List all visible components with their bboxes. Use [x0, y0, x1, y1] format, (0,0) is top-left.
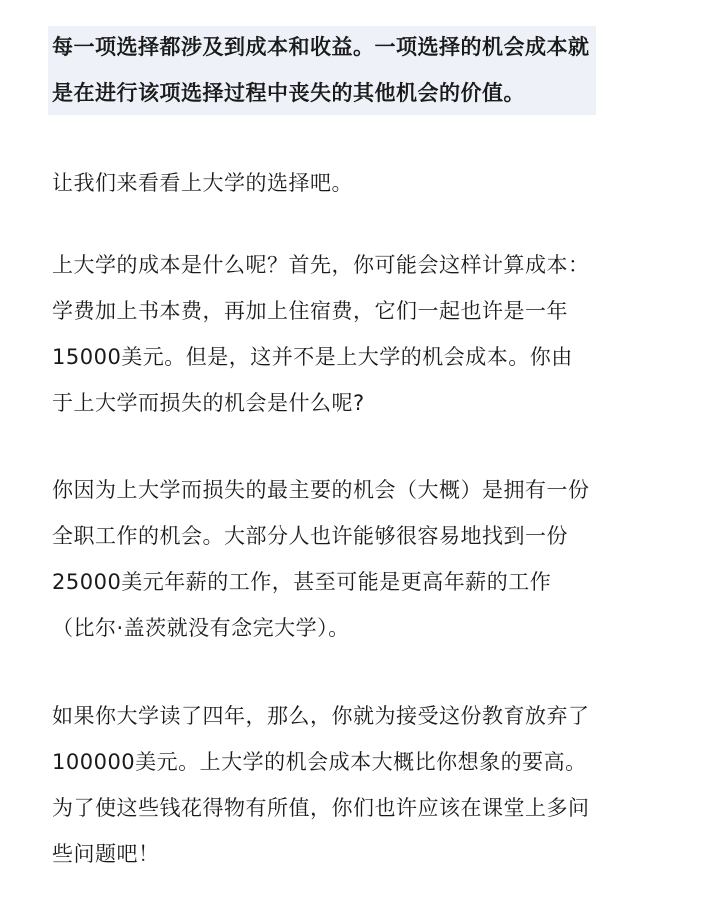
paragraph-3 — [52, 467, 692, 651]
p2-line-2: 学费加上书本费，再加上住宿费，它们一起也许是一年 — [52, 299, 568, 323]
p3-line-2: 全职工作的机会。大部分人也许能够很容易地找到一份 — [52, 524, 568, 548]
p3-line-4: （比尔·盖茨就没有念完大学）。 — [52, 616, 350, 640]
p3-line-1: 你因为上大学而损失的最主要的机会（大概）是拥有一份 — [52, 478, 590, 502]
intro-paragraph — [52, 24, 692, 116]
paragraph-2 — [52, 242, 692, 426]
p1-line-1: 让我们来看看上大学的选择吧。 — [52, 171, 353, 195]
paragraph-4 — [52, 693, 692, 877]
p2-line-4: 于上大学而损失的机会是什么呢? — [52, 391, 365, 415]
p2-line-3: 15000美元。但是，这并不是上大学的机会成本。你由 — [52, 345, 573, 369]
p3-line-3: 25000美元年薪的工作，甚至可能是更高年薪的工作 — [52, 570, 552, 594]
p4-line-3: 为了使这些钱花得物有所值，你们也许应该在课堂上多问 — [52, 796, 590, 820]
p4-line-1: 如果你大学读了四年，那么，你就为接受这份教育放弃了 — [52, 704, 590, 728]
intro-line-1: 每一项选择都涉及到成本和收益。一项选择的机会成本就 — [52, 35, 590, 59]
p2-line-1: 上大学的成本是什么呢？首先，你可能会这样计算成本： — [52, 253, 590, 277]
intro-line-2: 是在进行该项选择过程中丧失的其他机会的价值。 — [52, 81, 525, 105]
paragraph-1 — [52, 160, 692, 206]
p4-line-4: 些问题吧！ — [52, 842, 160, 866]
p4-line-2: 100000美元。上大学的机会成本大概比你想象的要高。 — [52, 750, 587, 774]
